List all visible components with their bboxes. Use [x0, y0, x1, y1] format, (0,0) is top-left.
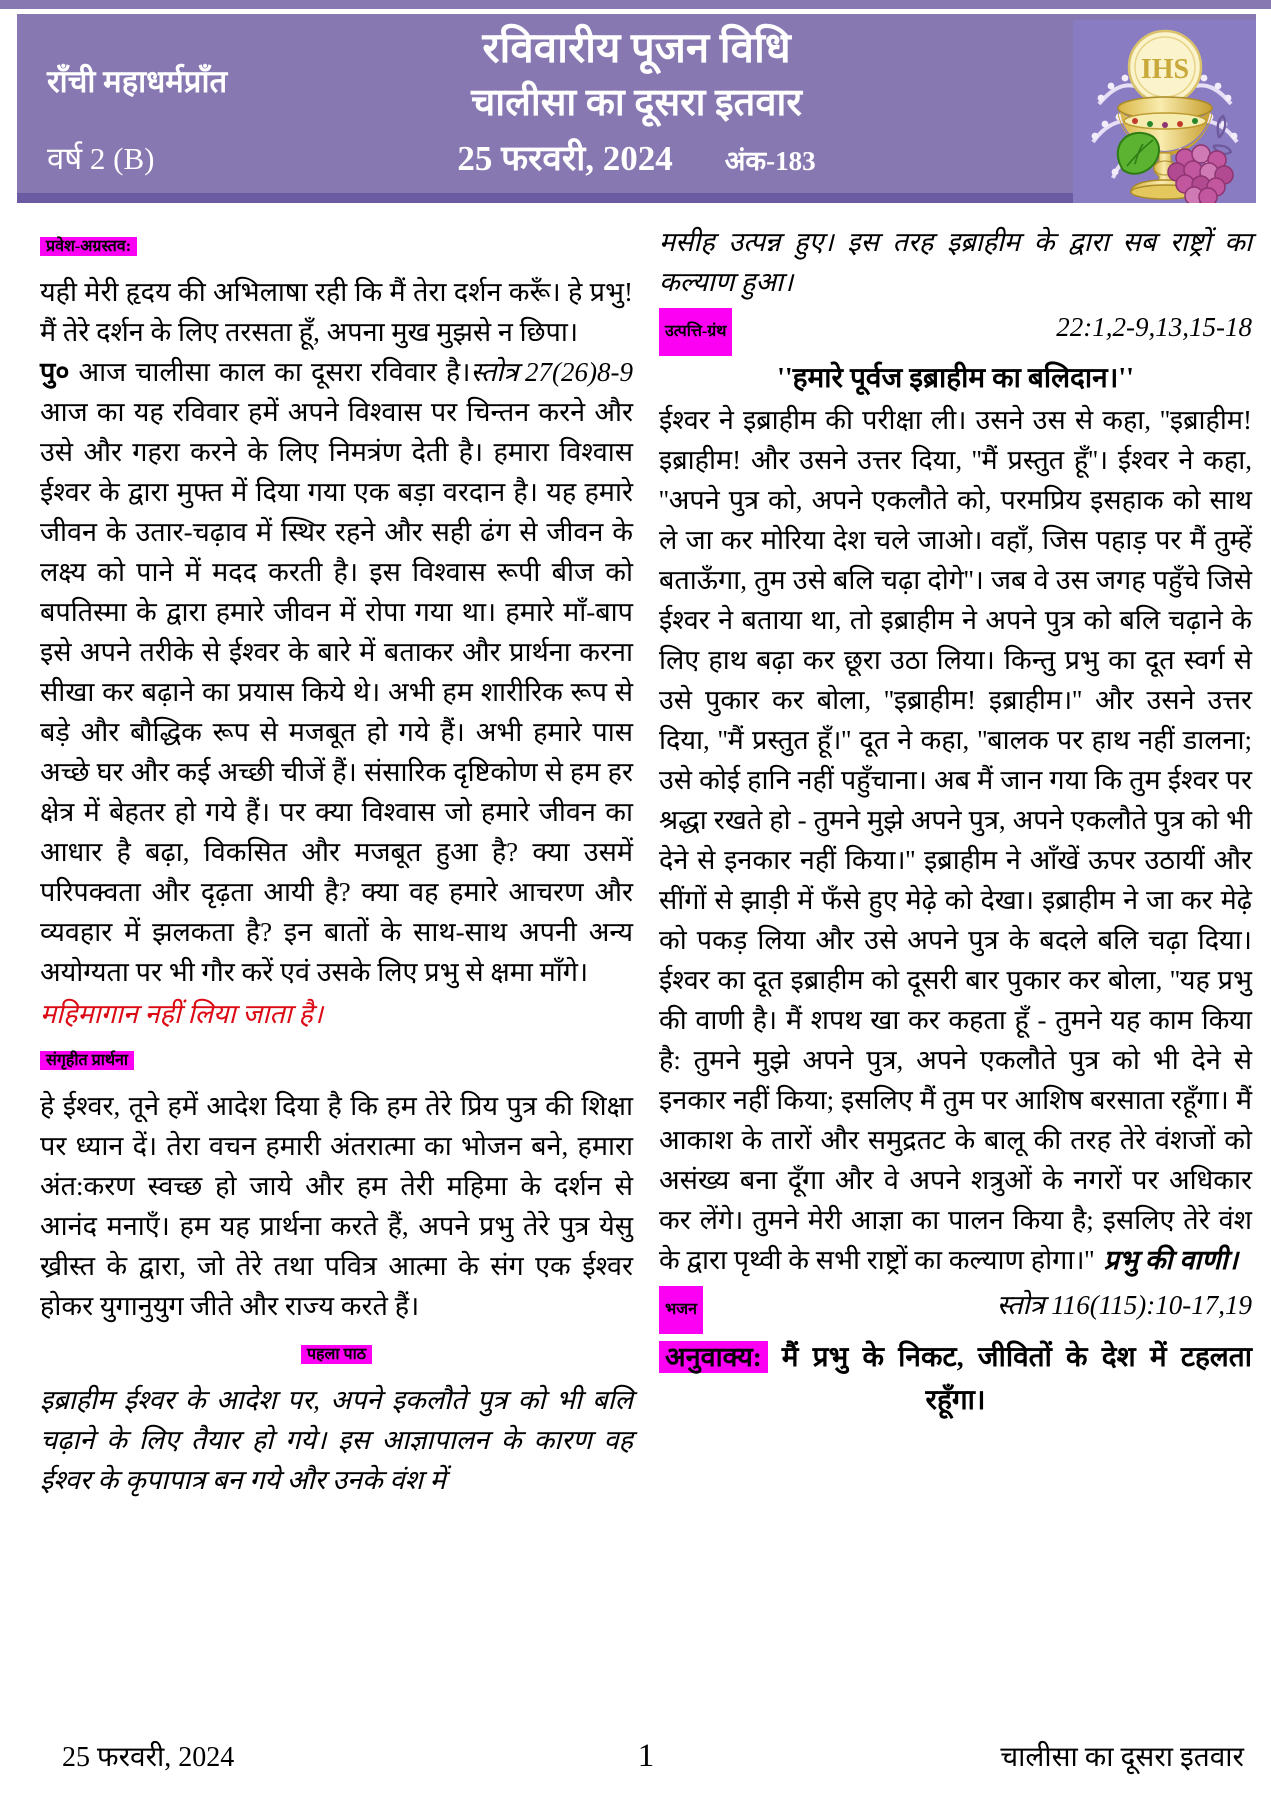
- responsorial-antiphon: [659, 1336, 1252, 1422]
- diocese-name: राँची महाधर्मप्राँत: [47, 64, 228, 99]
- reading-body: ईश्वर ने इब्राहीम की परीक्षा ली। उसने उस से कहा, ''इब्राहीम! इब्राहीम! और उसने उत्तर दिया, ''मैं प्रस्तुत हूँ''। ईश्वर ने कहा, ''अपने पुत्र को, अपने एकलौते को, परमप्रिय इसहाक को साथ ले जा कर मोरिया देश चले जाओ। वहाँ, जिस पहाड़ पर मैं तुम्हें बताऊँगा, तुम उसे बलि चढ़ा दोगे''। जब वे उस जगह पहुँचे जिसे ईश्वर ने बताया था, तो इब्राहीम ने अपने पुत्र को बलि चढ़ाने के लिए हाथ बढ़ा कर छूरा उठा लिया। किन्तु प्रभु का दूत स्वर्ग से उसे पुकार कर बोला, ''इब्राहीम! इब्राहीम।'' और उसने उत्तर दिया, ''मैं प्रस्तुत हूँ।'' दूत ने कहा, ''बालक पर हाथ नहीं डालना; उसे कोई हानि नहीं पहुँचाना। अब मैं जान गया कि तुम ईश्वर पर श्रद्धा रखते हो - तुमने मुझे अपने पुत्र, अपने एकलौते पुत्र को भी देने से इनकार नहीं किया।'' इब्राहीम ने आँखें ऊपर उठायीं और सींगों से झाड़ी में फँसे हुए मेढ़े को देखा। इब्राहीम ने जा कर मेढ़े को पकड़ लिया और उसे अपने पुत्र के बदले बलि चढ़ा दिया। ईश्वर का दूत इब्राहीम को दूसरी बार पुकार कर बोला, ''यह प्रभु की वाणी है। मैं शपथ खा कर कहता हूँ - तुमने यह काम किया है: तुमने मुझे अपने पुत्र, अपने एकलौते पुत्र को भी देने से इनकार नहीं किया; इसलिए मैं तुम पर आशिष बरसाता रहूँगा। मैं आकाश के तारों और समुद्रतट के बालू की तरह तेरे वंशजों को असंख्य बना दूँगा और वे अपने शत्रुओं के नगरों पर अधिकार कर लेंगे। तुमने मेरी आज्ञा का पालन किया है; इसलिए तेरे वंश के द्वारा पृथ्वी के सभी राष्ट्रों का कल्याण होगा।'': [659, 405, 1252, 1275]
- psalm-heading-row: [659, 1282, 1252, 1334]
- banner-center-block: [457, 22, 815, 181]
- word-of-the-lord-acclamation: प्रभु की वाणी।: [1103, 1245, 1238, 1275]
- psalm-reference: स्तोत्र 116(115):10-17,19: [996, 1290, 1252, 1320]
- first-reading-intro: इब्राहीम ईश्वर के आदेश पर, अपने इकलौते पुत्र को भी बलि चढ़ाने के लिए तैयार हो गये। इस आज्ञापालन के कारण वह ईश्वर के कृपापात्र बन गये और उनके वंश में: [40, 1385, 633, 1495]
- entrance-antiphon-body: यही मेरी हृदय की अभिलाषा रही कि मैं तेरा दर्शन करूँ। हे प्रभु! मैं तेरे दर्शन के लिए तरसता हूँ, अपना मुख मुझसे न छिपा।: [40, 277, 633, 347]
- first-reading-intro-continued: मसीह उत्पन्न हुए। इस तरह इब्राहीम के द्वारा सब राष्ट्रों का कल्याण हुआ।: [659, 227, 1252, 297]
- liturgical-year-label: वर्ष 2 (B): [47, 141, 155, 176]
- antiphon-text: मैं प्रभु के निकट, जीवितों के देश में टहलता रहूँगा।: [781, 1342, 1253, 1416]
- first-reading-text: [659, 400, 1252, 1280]
- gloria-rubric-note: महिमागान नहीं लिया जाता है।: [40, 999, 324, 1029]
- footer-date: 25 फरवरी, 2024: [62, 1742, 235, 1773]
- top-purple-strip: [0, 0, 1271, 9]
- priest-label: पु०: [40, 357, 70, 387]
- issue-number: अंक-183: [724, 146, 816, 176]
- right-column: [659, 222, 1252, 1500]
- collect-heading-line: [40, 1038, 633, 1084]
- left-column: [40, 222, 633, 1500]
- section-heading-entrance: प्रवेश-अग्रस्तव:: [40, 237, 137, 256]
- antiphon-label: अनुवाक्य:: [659, 1341, 768, 1373]
- entrance-antiphon-heading-line: [40, 224, 633, 270]
- reading-title: ''हमारे पूर्वज इब्राहीम का बलिदान।'': [777, 363, 1134, 394]
- page-number: 1: [637, 1738, 655, 1774]
- section-heading-first-reading: पहला पाठ: [301, 1345, 372, 1364]
- priest-introduction: [40, 352, 633, 992]
- two-column-body: [40, 222, 1252, 1500]
- header-date: 25 फरवरी, 2024: [457, 139, 673, 178]
- footer-sunday-title: चालीसा का दूसरा इतवार: [1000, 1742, 1244, 1773]
- header-banner: [17, 14, 1256, 203]
- collect-prayer-text: हे ईश्वर, तूने हमें आदेश दिया है कि हम तेरे प्रिय पुत्र की शिक्षा पर ध्यान दें। तेरा वचन हमारी अंतरात्मा का भोजन बने, हमारा अंत:करण स्वच्छ हो जाये और हम तेरी महिमा के दर्शन से आनंद मनाएँ। हम यह प्रार्थना करते हैं, अपने प्रभु तेरे पुत्र येसु ख्रीस्त के द्वारा, जो तेरे तथा पवित्र आत्मा के संग एक ईश्वर होकर युगानुयुग जीते और राज्य करते हैं।: [40, 1091, 633, 1321]
- genesis-verse-reference: 22:1,2-9,13,15-18: [1056, 312, 1252, 342]
- section-heading-psalm: भजन: [659, 1286, 703, 1334]
- first-reading-heading-line: [40, 1330, 633, 1380]
- page-title: रविवारीय पूजन विधि: [482, 26, 791, 72]
- page-subtitle: चालीसा का दूसरा इतवार: [471, 82, 802, 124]
- chalice-host-grapes-icon: [1073, 20, 1256, 203]
- host-icon: [1129, 31, 1201, 103]
- genesis-heading-row: [659, 304, 1252, 356]
- banner-dateline: [457, 134, 815, 181]
- ihs-monogram: IHS: [1140, 54, 1190, 85]
- section-heading-genesis: उत्पत्ति-ग्रंथ: [659, 308, 732, 356]
- section-heading-collect: संगृहीत प्रार्थना: [40, 1051, 134, 1070]
- entrance-psalm-reference: स्तोत्र 27(26)8-9: [470, 357, 633, 387]
- priest-text: आज चालीसा काल का दूसरा रविवार है। आज का यह रविवार हमें अपने विश्वास पर चिन्तन करने और उसे और गहरा करने के लिए निमत्रंण देती है। हमारा विश्वास ईश्वर के द्वारा मुफ्त में दिया गया एक बड़ा वरदान है। यह हमारे जीवन के उतार-चढ़ाव में स्थिर रहने और सही ढंग से जीवन के लक्ष्य को पाने में मदद करती है। इस विश्वास रूपी बीज को बपतिस्मा के द्वारा हमारे जीवन में रोपा गया था। हमारे माँ-बाप इसे अपने तरीके से ईश्वर के बारे में बताकर और प्रार्थना करना सीखा कर बढ़ाने का प्रयास किये थे। अभी हम शारीरिक रूप से बड़े और बौद्धिक रूप से मजबूत हो गये हैं। अभी हमारे पास अच्छे घर और कई अच्छी चीजें हैं। संसारिक दृष्टिकोण से हम हर क्षेत्र में बेहतर हो गये हैं। पर क्या विश्वास जो हमारे जीवन का आधार है बढ़ा, विकसित और मजबूत हुआ है? क्या उसमें परिपक्वता और दृढ़ता आयी है? क्या वह हमारे आचरण और व्यवहार में झलकता है? इन बातों के साथ-साथ अपनी अन्य अयोग्यता पर भी गौर करें एवं उसके लिए प्रभु से क्षमा माँगे।: [40, 357, 633, 987]
